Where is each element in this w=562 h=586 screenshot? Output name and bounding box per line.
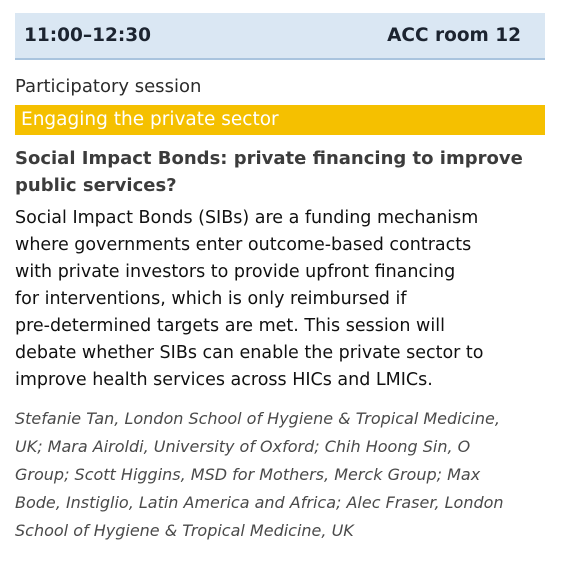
session-description: Social Impact Bonds (SIBs) are a funding mechanism where governments enter outcome-based contracts with private investors to provide upfront financing for interventions, which is only reimbursed if pre-determined targets are met. This session will debate whether SIBs can enable the private sector to improve health services across HICs and LMICs. (15, 208, 484, 390)
session-header-bar (15, 13, 545, 60)
session-time: 11:00–12:30 (24, 25, 152, 46)
session-speakers: Stefanie Tan, London School of Hygiene & Tropical Medicine, UK; Mara Airoldi, University of Oxford; Chih Hoong Sin, O Group; Scott Higgins, MSD for Mothers, Merck Group; Max Bode, Instiglio, Latin America and Africa; Alec Fraser, London School of Hygiene & Tropical Medicine, UK (15, 409, 504, 540)
session-theme: Engaging the private sector (15, 105, 545, 135)
session-block (15, 13, 545, 545)
session-room: ACC room 12 (387, 25, 521, 46)
session-title: Social Impact Bonds: private financing to improve public services? (15, 148, 523, 196)
session-type: Participatory session (15, 76, 202, 97)
